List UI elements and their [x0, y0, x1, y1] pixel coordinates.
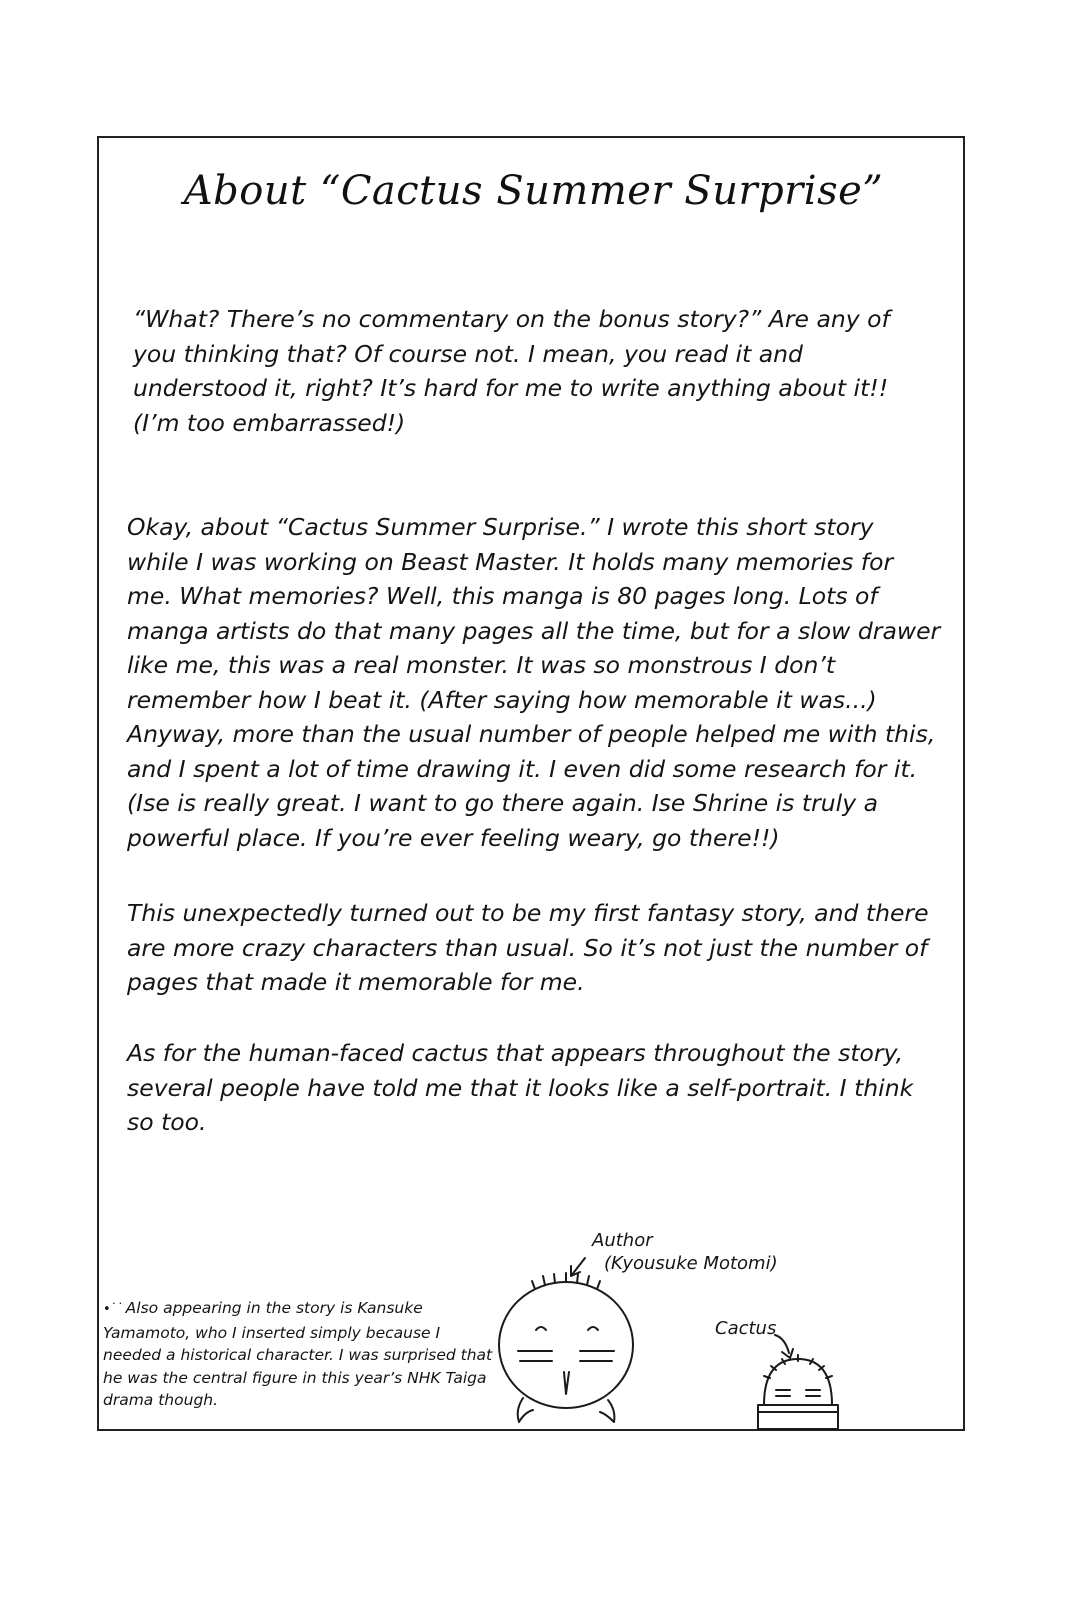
author-name: (Kyousuke Motomi) — [604, 1253, 778, 1274]
paragraph-cactus: As for the human-faced cactus that appears throughout the story, several people have told me that it looks like a self-portrait. I think so too. — [127, 1039, 914, 1136]
paragraph-about-story: Okay, about “Cactus Summer Surprise.” I wrote this short story while I was working on Beast Master. It holds many memories for me. What memories? Well, this manga is 80 pages long. Lots of manga artists do that many pages all the time, but for a slow drawer like me, this was a real monster. It was so monstrous I don’t remember how I beat it. (After saying how memorable it was...) Anyway, more than the usual number of people helped me with this, and I spent a lot of time drawing it. I even did some research for it. (Ise is really great. I want to go there again. Ise Shrine is truly a powerful place. If you’re ever feeling weary, go there!!) — [127, 513, 941, 852]
cactus-arrow-icon — [775, 1335, 793, 1358]
footnote-text: Also appearing in the story is Kansuke Yamamoto, who I inserted simply because I needed a historical character. I was surprised that he was the central figure in this year’s NHK Taiga drama though. — [103, 1299, 493, 1409]
footnote-mark: •˙˙ — [103, 1302, 124, 1317]
cactus-label: Cactus — [715, 1318, 777, 1339]
author-label: Author — [592, 1230, 653, 1251]
cactus-figure-icon — [758, 1355, 838, 1429]
author-figure-icon — [499, 1273, 633, 1422]
page-title: About “Cactus Summer Surprise” — [183, 168, 884, 214]
paragraph-fantasy: This unexpectedly turned out to be my first fantasy story, and there are more crazy characters than usual. So it’s not just the number of pages that made it memorable for me. — [127, 899, 929, 996]
paragraph-intro: “What? There’s no commentary on the bonus story?” Are any of you thinking that? Of course not. I mean, you read it and understood it, right? It’s hard for me to write anything about it!! (I’m too embarrassed!) — [133, 305, 890, 437]
